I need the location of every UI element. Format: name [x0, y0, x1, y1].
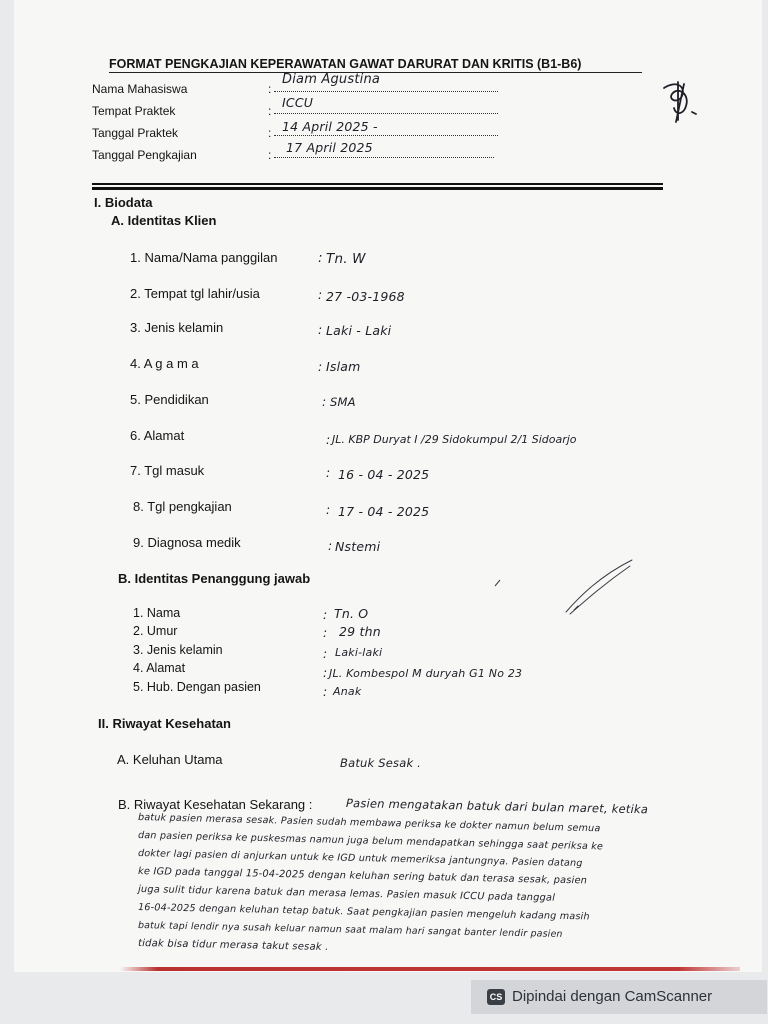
item-colon: : [322, 394, 327, 409]
field-value: 14 April 2025 - [282, 119, 378, 134]
item-label: 1. Nama [133, 606, 181, 620]
keluhan-utama-label: A. Keluhan Utama [117, 752, 223, 767]
item-value: JL. Kombespol M duryah G1 No 23 [329, 667, 523, 680]
item-label: 1. Nama/Nama panggilan [130, 250, 278, 265]
paragraph-line: tidak bisa tidur merasa takut sesak . [137, 938, 329, 953]
field-label: Nama Mahasiswa [92, 82, 188, 96]
item-colon: : [318, 287, 323, 302]
item-value: Nstemi [335, 539, 381, 554]
item-label: 9. Diagnosa medik [133, 535, 241, 550]
item-colon: : [318, 322, 323, 337]
field-colon: : [268, 126, 272, 140]
subsection-heading-penanggung-jawab: B. Identitas Penanggung jawab [118, 571, 311, 586]
field-value: Diam Agustina [282, 72, 381, 87]
section-divider-bottom [92, 187, 663, 190]
item-colon: : [318, 359, 323, 374]
item-label: 5. Pendidikan [130, 392, 209, 407]
section-heading-biodata: I. Biodata [94, 195, 153, 210]
item-label: 3. Jenis kelamin [133, 643, 223, 657]
item-label: 2. Tempat tgl lahir/usia [130, 286, 260, 301]
item-label: 5. Hub. Dengan pasien [133, 680, 261, 694]
form-title: FORMAT PENGKAJIAN KEPERAWATAN GAWAT DARURAT DAN KRITIS (B1-B6) [109, 57, 582, 71]
dotted-line [274, 157, 494, 158]
pen-scribble [560, 556, 640, 618]
section-divider-top [92, 183, 663, 185]
subsection-heading-identitas-klien: A. Identitas Klien [111, 213, 217, 228]
item-label: 4. Alamat [133, 661, 186, 675]
item-colon: : [323, 684, 328, 699]
paragraph-line: dan pasien periksa ke puskesmas namun juga belum mendapatkan sehingga saat periksa ke [137, 830, 604, 853]
field-value: ICCU [282, 95, 314, 110]
item-value: SMA [330, 395, 356, 409]
camscanner-logo-icon: CS [487, 989, 505, 1005]
camscanner-text: Dipindai dengan CamScanner [512, 988, 713, 1005]
paragraph-line: Pasien mengatakan batuk dari bulan maret, ketika [345, 796, 649, 817]
item-value: Tn. O [334, 606, 369, 621]
paragraph-line: dokter lagi pasien di anjurkan untuk ke IGD untuk memeriksa jantungnya. Pasien datang [137, 848, 583, 870]
pen-mark [493, 578, 503, 588]
item-label: 4. A g a m a [130, 356, 199, 371]
dotted-line [274, 135, 498, 136]
item-value: Anak [333, 685, 362, 698]
paragraph-line: batuk pasien merasa sesak. Pasien sudah membawa periksa ke dokter namun belum semua [137, 812, 601, 835]
item-colon: : [323, 665, 328, 680]
field-colon: : [268, 148, 272, 162]
item-label: 8. Tgl pengkajian [133, 499, 232, 514]
dotted-line [274, 113, 498, 114]
field-label: Tempat Praktek [92, 104, 176, 118]
item-value: JL. KBP Duryat I /29 Sidokumpul 2/1 Sidoarjo [332, 433, 577, 446]
item-colon: : [326, 502, 331, 517]
field-label: Tanggal Pengkajian [92, 148, 197, 162]
item-label: 2. Umur [133, 624, 178, 638]
paragraph-line: juga sulit tidur karena batuk dan merasa lemas. Pasien masuk ICCU pada tanggal [137, 884, 556, 904]
item-colon: : [326, 465, 331, 480]
item-colon: : [323, 625, 328, 640]
item-value: Tn. W [326, 251, 366, 267]
field-value: 17 April 2025 [286, 140, 373, 155]
field-label: Tanggal Praktek [92, 126, 179, 140]
page-bottom-edge [120, 967, 740, 971]
keluhan-utama-value: Batuk Sesak . [340, 756, 422, 770]
paragraph-line: 16-04-2025 dengan keluhan tetap batuk. Saat pengkajian pasien mengeluh kadang masih [137, 902, 590, 923]
item-colon: : [323, 607, 328, 622]
item-label: 6. Alamat [130, 428, 185, 443]
item-label: 3. Jenis kelamin [130, 320, 224, 335]
paragraph-line: ke IGD pada tanggal 15-04-2025 dengan keluhan sering batuk dan terasa sesak, pasien [137, 866, 588, 887]
riwayat-sekarang-label: B. Riwayat Kesehatan Sekarang : [118, 797, 313, 812]
item-value: 16 - 04 - 2025 [338, 467, 430, 482]
item-value: 27 -03-1968 [326, 289, 405, 304]
item-colon: : [323, 646, 328, 661]
dotted-line [274, 91, 498, 92]
item-value: Laki - Laki [326, 323, 392, 338]
field-colon: : [268, 82, 272, 96]
item-value: Islam [326, 359, 361, 374]
item-value: 29 thn [339, 624, 381, 639]
item-value: 17 - 04 - 2025 [338, 504, 430, 519]
item-value: Laki-laki [335, 646, 383, 659]
item-colon: : [318, 250, 323, 266]
item-label: 7. Tgl masuk [130, 463, 205, 478]
item-colon: : [326, 432, 331, 447]
field-colon: : [268, 104, 272, 118]
item-colon: : [328, 538, 333, 553]
section-heading-riwayat-kesehatan: II. Riwayat Kesehatan [98, 716, 231, 731]
signature-mark [656, 78, 706, 126]
paragraph-line: batuk tapi lendir nya susah keluar namun saat malam hari sangat banter lendir pasien [137, 920, 563, 940]
